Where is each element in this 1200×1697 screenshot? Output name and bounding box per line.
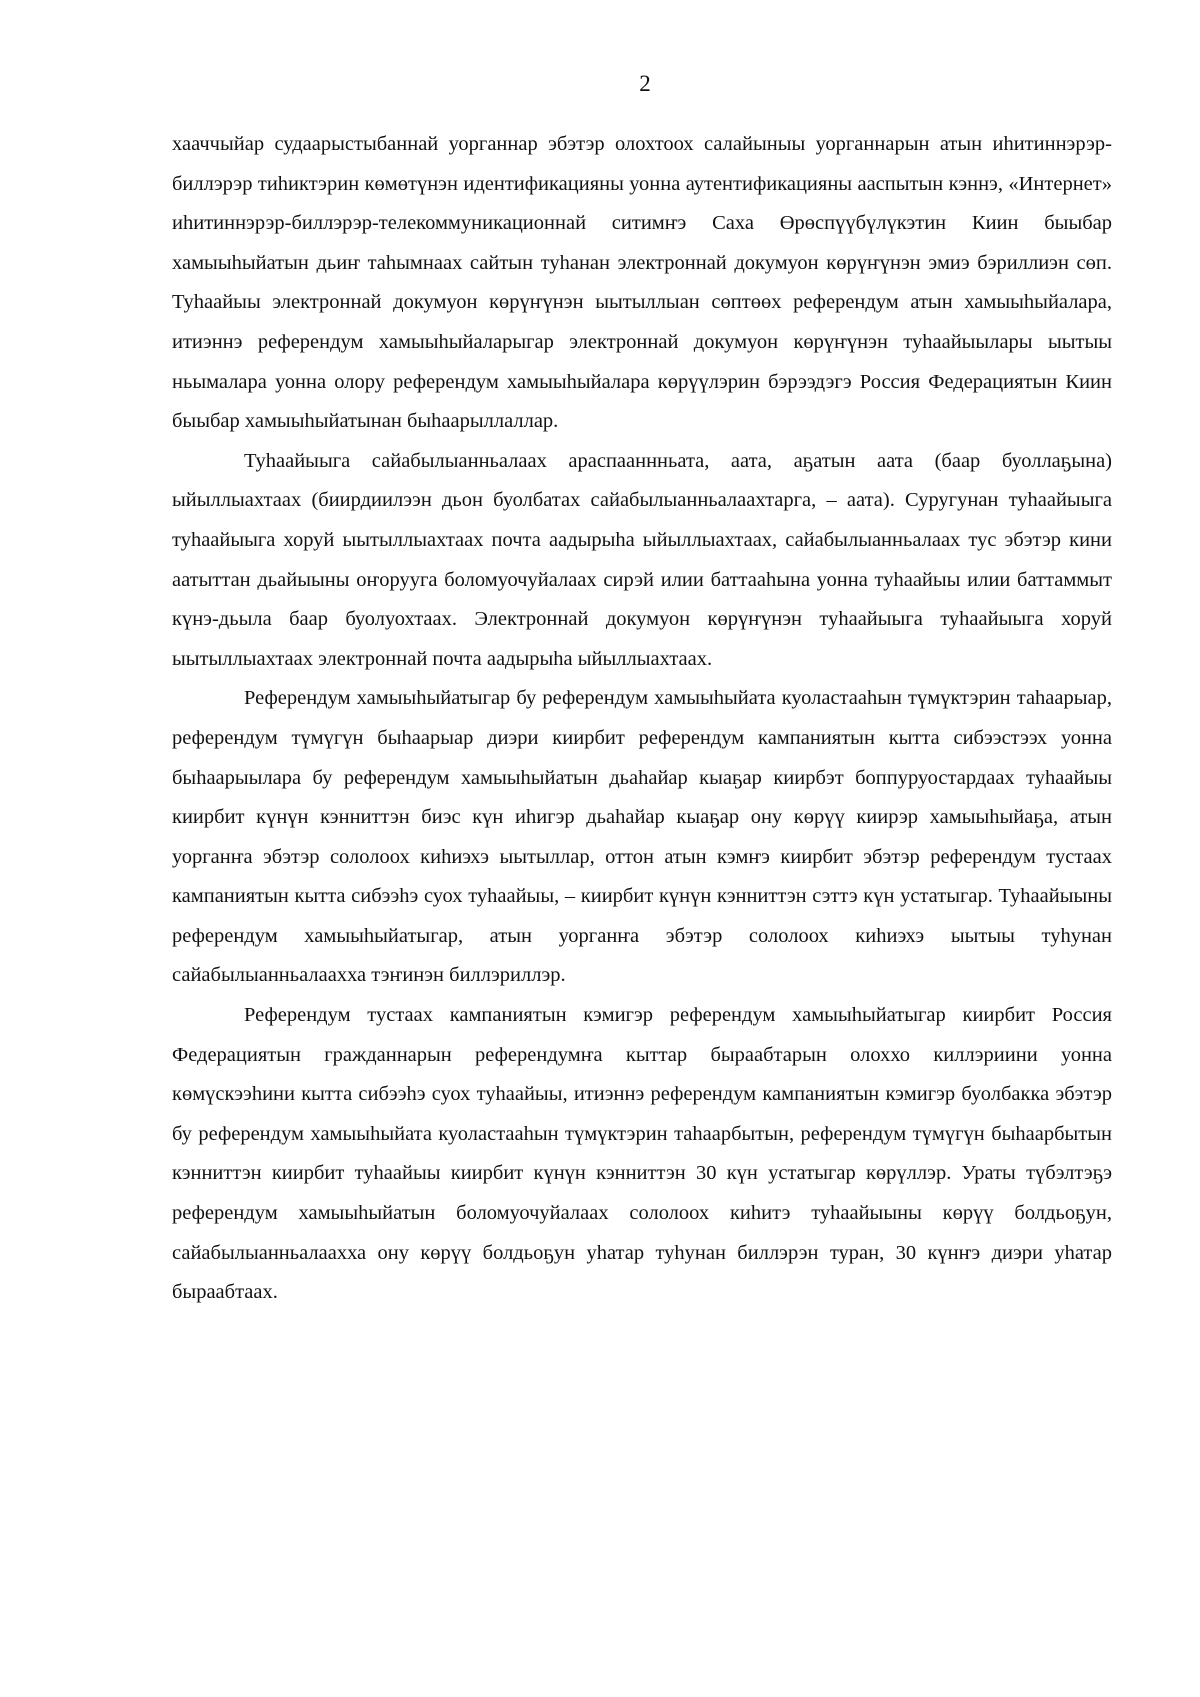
- paragraph-appeal-forwarding: Референдум хамыыһыйатыгар бу референдум хамыыһыйата куоластааһын түмүктэрин таһаарыар, референдум түмүгүн быһаарыар диэри киирбит референдум кампаниятын кытта сибээстээх уонна быһаарыылара бу референдум хамыыһыйатын дьаһайар кыаҕар киирбэт боппуруостардаах туһаайыы киирбит күнүн кэнниттэн биэс күн иһигэр дьаһайар кыаҕар ону көрүү киирэр хамыыһыйаҕа, атын уорганҥа эбэтэр сололоох киһиэхэ ыытыллар, оттон атын кэмҥэ киирбит эбэтэр референдум тустаах кампаниятын кытта сибээһэ суох туһаайыы, – киирбит күнүн кэнниттэн сэттэ күн устатыгар. Туһаайыыны референдум хамыыһыйатыгар, атын уорганҥа эбэтэр сололоох киһиэхэ ыытыы туһунан сайабылыанньалаахха тэҥинэн биллэриллэр.: [172, 687, 1112, 987]
- paragraph-continuation: хааччыйар судаарыстыбаннай уорганнар эбэтэр олохтоох салайыныы уорганнарын атын иһитиннэрэр-биллэрэр тиһиктэрин көмөтүнэн идентификацияны уонна аутентификацияны ааспытын кэннэ, «Интернет» иһитиннэрэр-биллэрэр-телекоммуникационнай ситимҥэ Саха Өрөспүүбүлүкэтин Киин быыбар хамыыһыйатын дьиҥ таһымнаах сайтын туһанан электроннай докумуон көрүҥүнэн эмиэ бэриллиэн сөп. Туһаайыы электроннай докумуон көрүҥүнэн ыытыллыан сөптөөх референдум атын хамыыһыйалара, итиэннэ референдум хамыыһыйаларыгар электроннай докумуон көрүҥүнэн туһаайыылары ыытыы ньымалара уонна олору референдум хамыыһыйалара көрүүлэрин бэрээдэгэ Россия Федерациятын Киин быыбар хамыыһыйатынан быһаарыллаллар.: [172, 133, 1112, 433]
- page-number: 2: [639, 71, 651, 96]
- paragraph-appeal-review-term: Референдум тустаах кампаниятын кэмигэр референдум хамыыһыйатыгар киирбит Россия Федерациятын гражданнарын референдумҥа кыттар быраабтарын олоххо киллэриини уонна көмүскээһини кытта сибээһэ суох туһаайыы, итиэннэ референдум кампаниятын кэмигэр буолбакка эбэтэр бу референдум хамыыһыйата куоластааһын түмүктэрин таһаарбытын, референдум түмүгүн быһаарбытын кэнниттэн киирбит туһаайыы киирбит күнүн кэнниттэн 30 күн устатыгар көрүллэр. Ураты түбэлтэҕэ референдум хамыыһыйатын боломуочуйалаах сололоох киһитэ туһаайыыны көрүү болдьоҕун, сайабылыанньалаахха ону көрүү болдьоҕун уһатар туһунан биллэрэн туран, 30 күнҥэ диэри уһатар быраабтаах.: [172, 1004, 1112, 1304]
- paragraph-appeal-requirements: Туһаайыыга сайабылыанньалаах араспааннньата, аата, аҕатын аата (баар буоллаҕына) ыйыллыахтаах (биирдиилээн дьон буолбатах сайабылыанньалаахтарга, – аата). Суругунан туһаайыыга туһаайыыга хоруй ыытыллыахтаах почта аадырыһа ыйыллыахтаах, сайабылыанньалаах тус эбэтэр кини аатыттан дьайыыны оҥорууга боломуочуйалаах сирэй илии баттааһына уонна туһаайыы илии баттаммыт күнэ-дьыла баар буолуохтаах. Электроннай докумуон көрүҥүнэн туһаайыыга туһаайыыга хоруй ыытыллыахтаах электроннай почта аадырыһа ыйыллыахтаах.: [172, 449, 1112, 670]
- document-body: [172, 125, 1112, 1313]
